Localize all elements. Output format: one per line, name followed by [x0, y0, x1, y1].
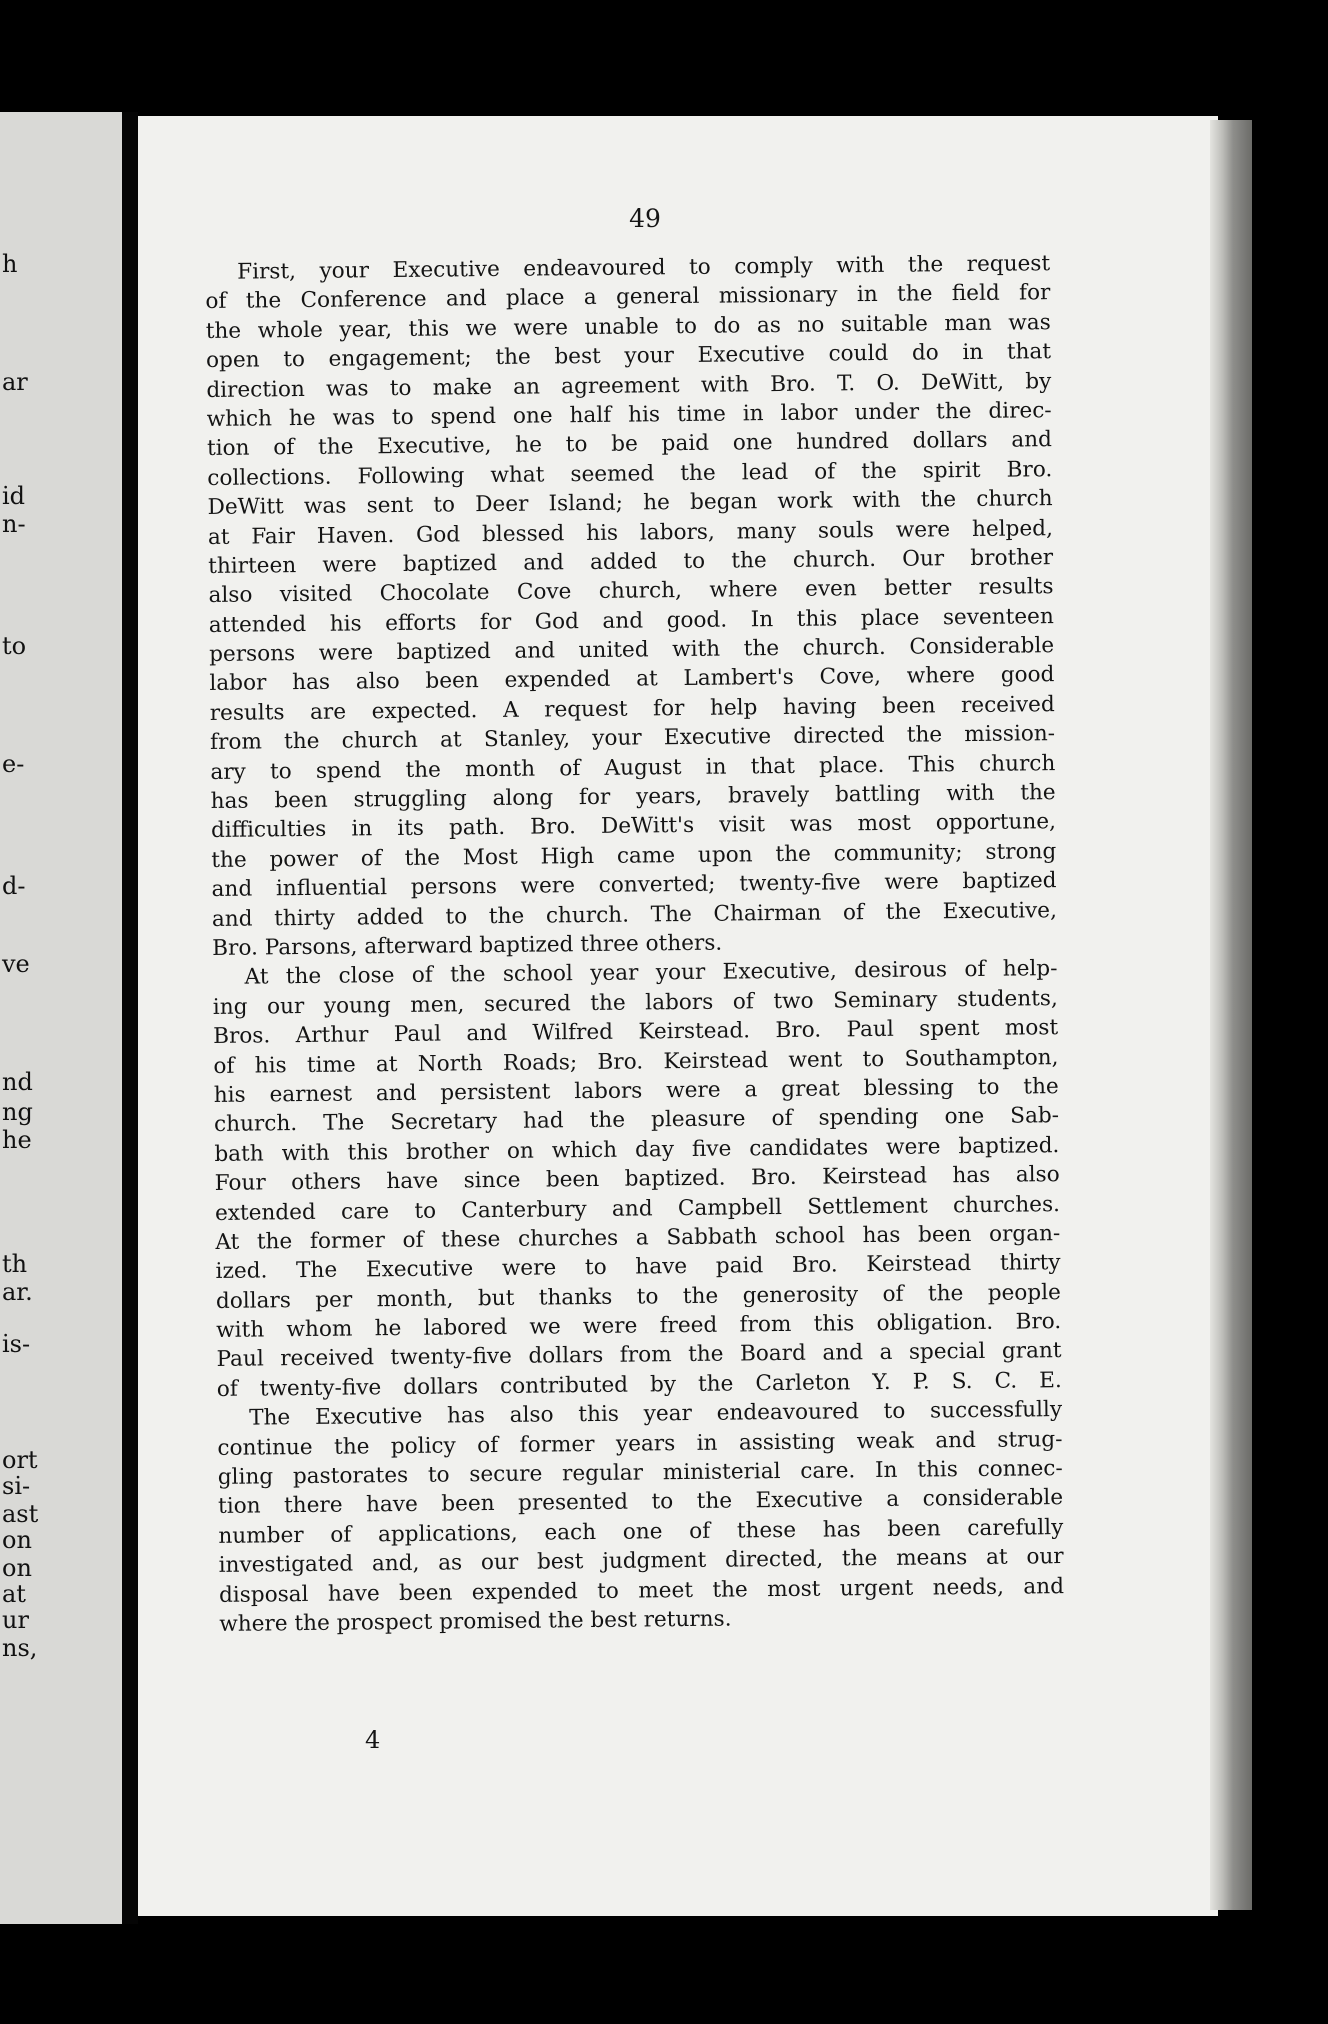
page-edge-shadow	[1210, 120, 1252, 1910]
text-line: the power of the Most High came upon the community; strong	[211, 838, 1057, 873]
text-line: at Fair Haven. God blessed his labors, many souls were helped,	[207, 515, 1054, 550]
text-line: tion there have been presented to the Executive a considerable	[217, 1485, 1064, 1520]
text-line: results are expected. A request for help having been received	[209, 691, 1055, 726]
left-page-fragment: at	[2, 1580, 26, 1608]
text-line: First, your Executive endeavoured to comply with the request	[237, 251, 1051, 285]
left-page-fragment: e-	[2, 750, 25, 778]
text-line: Paul received twenty-five dollars from the Board and a special grant	[216, 1338, 1062, 1373]
left-page-fragment: si-	[2, 1472, 31, 1500]
text-line: gling pastorates to secure regular ministerial care. In this connec-	[217, 1456, 1063, 1490]
text-line: ing our young men, secured the labors of two Seminary students,	[212, 985, 1058, 1020]
left-page-fragment: to	[2, 632, 27, 660]
text-line: which he was to spend one half his time in labor under the direc-	[206, 398, 1052, 432]
text-line: also visited Chocolate Cove church, where even better results	[208, 574, 1054, 609]
text-line: At the former of these churches a Sabbath school has been organ-	[215, 1220, 1061, 1255]
book-gutter	[122, 112, 138, 1924]
left-page-fragment: th	[2, 1250, 28, 1278]
text-line: persons were baptized and united with the church. Considerable	[209, 633, 1055, 668]
text-line: of his time at North Roads; Bro. Keirstead went to Southampton,	[213, 1044, 1059, 1079]
text-line: with whom he labored we were freed from this obligation. Bro.	[216, 1309, 1062, 1344]
text-line: church. The Secretary had the pleasure of spending one Sab-	[213, 1103, 1060, 1138]
left-page-fragment: is-	[2, 1330, 31, 1358]
text-line: attended his efforts for God and good. In this place seventeen	[208, 603, 1054, 638]
text-line: disposal have been expended to meet the most urgent needs, and	[218, 1573, 1065, 1608]
left-page-fragment: ar	[2, 368, 28, 396]
text-line: dollars per month, but thanks to the generosity of the people	[215, 1279, 1062, 1314]
text-line: ary to spend the month of August in that place. This church	[210, 750, 1056, 785]
text-line: and thirty added to the church. The Chairman of the Executive,	[211, 897, 1058, 932]
left-page-fragment: h	[2, 250, 18, 278]
left-page-fragment: he	[2, 1126, 32, 1154]
left-page-fragment: ur	[2, 1606, 29, 1634]
text-line: and influential persons were converted; twenty-five were baptized	[211, 868, 1057, 903]
left-page-fragment: ve	[2, 950, 30, 978]
left-page-fragment: on	[2, 1554, 32, 1582]
signature-mark: 4	[365, 1726, 381, 1754]
text-line: open to engagement; the best your Executive could do in that	[205, 339, 1052, 374]
text-line: thirteen were baptized and added to the church. Our brother	[208, 545, 1054, 579]
text-line: number of applications, each one of these has been carefully	[218, 1514, 1064, 1549]
left-facing-page	[0, 112, 122, 1924]
text-line: from the church at Stanley, your Executive directed the mission-	[209, 721, 1056, 756]
text-line: The Executive has also this year endeavoured to successfully	[249, 1397, 1063, 1431]
text-line: tion of the Executive, he to be paid one hundred dollars and	[206, 427, 1053, 462]
text-line: his earnest and persistent labors were a great blessing to the	[213, 1074, 1059, 1108]
left-page-fragment: nd	[2, 1068, 33, 1096]
left-page-fragment: ns,	[2, 1634, 38, 1662]
left-page-fragment: ng	[2, 1098, 33, 1126]
text-line: ized. The Executive were to have paid Bro. Keirstead thirty	[215, 1250, 1061, 1285]
left-page-fragment: ort	[2, 1446, 38, 1474]
left-page-fragment: ast	[2, 1500, 39, 1528]
text-line: Bros. Arthur Paul and Wilfred Keirstead. Bro. Paul spent most	[213, 1015, 1059, 1050]
text-line: bath with this brother on which day five candidates were baptized.	[214, 1132, 1060, 1167]
text-line: continue the policy of former years in assisting weak and strug-	[217, 1426, 1063, 1461]
text-line: Bro. Parsons, afterward baptized three others.	[212, 930, 723, 961]
text-line: labor has also been expended at Lambert's Cove, where good	[209, 662, 1055, 697]
text-line: the whole year, this we were unable to do as no suitable man was	[205, 309, 1051, 344]
left-page-fragment: ar.	[2, 1278, 33, 1306]
text-line: difficulties in its path. Bro. DeWitt's visit was most opportune,	[210, 809, 1057, 844]
text-line: Four others have since been baptized. Bro. Keirstead has also	[214, 1162, 1060, 1197]
text-line: extended care to Canterbury and Campbell Settlement churches.	[214, 1191, 1061, 1226]
left-page-fragment: on	[2, 1526, 32, 1554]
page-number: 49	[629, 204, 661, 233]
text-line: investigated and, as our best judgment directed, the means at our	[218, 1544, 1064, 1579]
body-text	[205, 249, 1064, 1639]
left-page-fragment: d-	[2, 872, 26, 900]
text-line: DeWitt was sent to Deer Island; he began work with the church	[207, 486, 1053, 521]
text-line: where the prospect promised the best returns.	[219, 1606, 732, 1637]
text-line: collections. Following what seemed the lead of the spirit Bro.	[207, 456, 1053, 491]
text-line: has been struggling along for years, bravely battling with the	[210, 780, 1056, 815]
left-page-fragment: n-	[2, 510, 26, 538]
text-line: of twenty-five dollars contributed by the Carleton Y. P. S. C. E.	[216, 1367, 1062, 1402]
text-line: direction was to make an agreement with Bro. T. O. DeWitt, by	[206, 368, 1052, 403]
left-page-fragment: id	[2, 482, 26, 510]
text-line: of the Conference and place a general missionary in the field for	[205, 280, 1051, 315]
text-line: At the close of the school year your Executive, desirous of help-	[244, 956, 1058, 990]
